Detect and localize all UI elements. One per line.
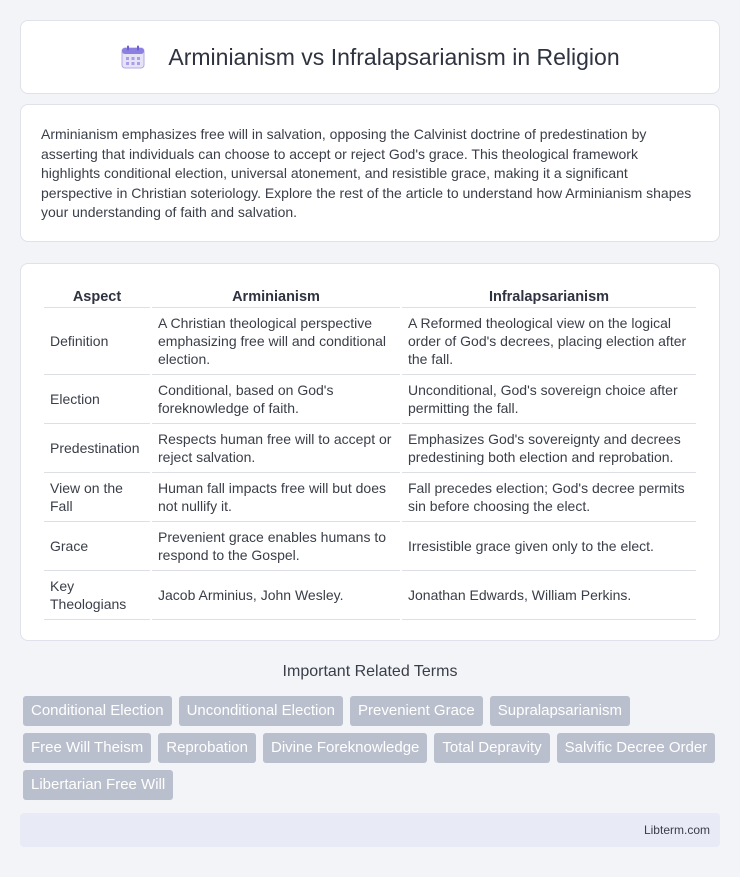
intro-card (20, 104, 720, 242)
tag-unconditional-election[interactable]: Unconditional Election (179, 696, 343, 726)
cell-infralapsarianism: Jonathan Edwards, William Perkins. (402, 571, 696, 620)
tag-free-will-theism[interactable]: Free Will Theism (23, 733, 151, 763)
comparison-card (20, 263, 720, 641)
tag-libertarian-free-will[interactable]: Libertarian Free Will (23, 770, 173, 800)
related-terms-list (23, 696, 723, 800)
cell-arminianism: Conditional, based on God's foreknowledge of faith. (152, 375, 400, 424)
cell-arminianism: Prevenient grace enables humans to respond to the Gospel. (152, 522, 400, 571)
tag-conditional-election[interactable]: Conditional Election (23, 696, 172, 726)
table-row (44, 571, 696, 620)
header-aspect: Aspect (44, 284, 150, 308)
table-row (44, 522, 696, 571)
tag-supralapsarianism[interactable]: Supralapsarianism (490, 696, 630, 726)
table-row (44, 308, 696, 375)
table-row (44, 375, 696, 424)
tag-salvific-decree-order[interactable]: Salvific Decree Order (557, 733, 716, 763)
intro-text: Arminianism emphasizes free will in salvation, opposing the Calvinist doctrine of predestination by asserting that individuals can choose to accept or reject God's grace. This theological framework highlights conditional election, universal atonement, and resistible grace, making it a significant perspective in Christian soteriology. Explore the rest of the article to understand how Arminianism shapes your understanding of faith and salvation. (41, 126, 692, 220)
page-title: Arminianism vs Infralapsarianism in Religion (168, 43, 620, 70)
cell-infralapsarianism: Fall precedes election; God's decree permits sin before choosing the elect. (402, 473, 696, 522)
cell-aspect: Key Theologians (44, 571, 150, 620)
footer (20, 813, 720, 847)
cell-aspect: View on the Fall (44, 473, 150, 522)
title-card (20, 20, 720, 94)
cell-aspect: Definition (44, 308, 150, 375)
cell-arminianism: Human fall impacts free will but does not nullify it. (152, 473, 400, 522)
cell-infralapsarianism: Irresistible grace given only to the elect. (402, 522, 696, 571)
cell-infralapsarianism: A Reformed theological view on the logical order of God's decrees, placing election after the fall. (402, 308, 696, 375)
table-row (44, 424, 696, 473)
cell-aspect: Election (44, 375, 150, 424)
footer-site-link[interactable]: Libterm.com (643, 823, 710, 837)
tag-total-depravity[interactable]: Total Depravity (434, 733, 549, 763)
related-terms-heading: Important Related Terms (282, 663, 458, 680)
comparison-table (42, 284, 698, 620)
header-infralapsarianism: Infralapsarianism (402, 284, 696, 308)
tag-reprobation[interactable]: Reprobation (158, 733, 256, 763)
calendar-icon (120, 44, 146, 70)
tag-divine-foreknowledge[interactable]: Divine Foreknowledge (263, 733, 427, 763)
cell-aspect: Grace (44, 522, 150, 571)
cell-arminianism: Jacob Arminius, John Wesley. (152, 571, 400, 620)
tag-prevenient-grace[interactable]: Prevenient Grace (350, 696, 483, 726)
cell-infralapsarianism: Unconditional, God's sovereign choice after permitting the fall. (402, 375, 696, 424)
header-arminianism: Arminianism (152, 284, 400, 308)
cell-aspect: Predestination (44, 424, 150, 473)
cell-infralapsarianism: Emphasizes God's sovereignty and decrees predestining both election and reprobation. (402, 424, 696, 473)
cell-arminianism: Respects human free will to accept or reject salvation. (152, 424, 400, 473)
cell-arminianism: A Christian theological perspective emphasizing free will and conditional election. (152, 308, 400, 375)
table-row (44, 473, 696, 522)
